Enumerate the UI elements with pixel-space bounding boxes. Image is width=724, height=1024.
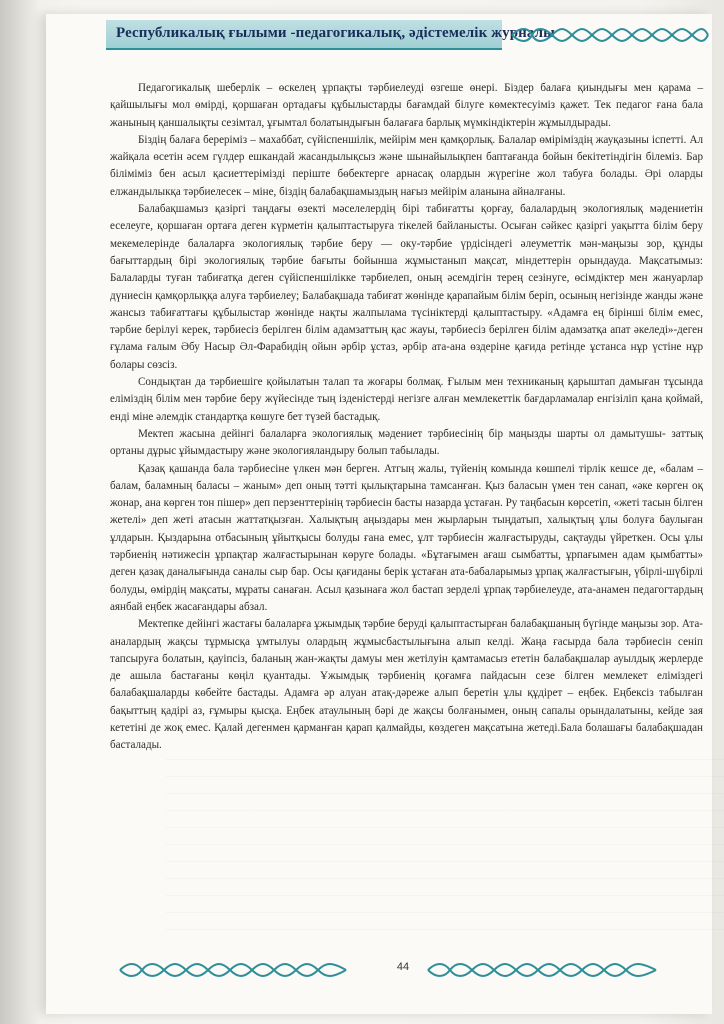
celtic-wave-ornament-icon	[426, 962, 658, 978]
celtic-wave-ornament-icon	[510, 27, 710, 43]
journal-title: Республикалық ғылыми -педагогикалық, әдістемелік журналы	[116, 25, 555, 41]
paragraph-5: Мектеп жасына дейiнгi балаларға экологиялық мәдениет тәрбиесiнiң бiр маңызды шарты ол дамытушы- заттық ортаны дұрыс ұйымдастыру және экологияландыру болып табылады.	[110, 427, 703, 458]
print-bleed-through	[166, 759, 724, 939]
celtic-wave-ornament-icon	[118, 962, 348, 978]
article-body	[110, 80, 703, 755]
paragraph-4: Сондықтан да тәрбиешiге қойылатын талап та жоғары болмақ. Ғылым мен техниканың қарыштап дамыған тұсында елiмiздiң бiлiм мен тәрбие беру жүйесiнде тың iзденiстердi негiзге алған мемлекеттiк бағдарламалар енгiзiлiп қана қоймай, ендi мiне әлемдiк стандартқа көшуге бет түзей бастадық.	[110, 376, 703, 423]
page-number: 44	[396, 961, 410, 973]
paragraph-7: Мектепке дейiнгi жастағы балаларға ұжымдық тәрбие беруді қалыптастырған балабақшаның бүгiнде маңызы зор. Ата-аналардың жақсы тұрмысқа ұмтылуы олардың жұмысбастылығына алып келдi. Жаңа ғасырда бала тәрбиесiн сенiп тапсыруға болатын, қауiпсiз, баланың жан-жақты дамуы мен жетiлуiн қамтамасыз ететiн балабақшалар ауылдық жерлерде де ашыла бастағаны көңiл қуантады. Ұжымдық тәрбиенiң қоғамға пайдасын сезе бiлген мемлекет елiмiздегi балабақшаларды көбейте бастады. Адамға әр алуан атақ-дәреже алып беретiн ұлы құдiрет – еңбек. Еңбексiз табылған бақыттың қадiрi аз, ғұмыры қысқа. Еңбек атаулының бәрi де жақсы болғанымен, оның сапалы орындалатыны, кейде зая кететiнi де жоқ емес. Қалай дегенмен қарманған қарап қалмайды, көздеген мақсатына жетедi.Бала болашағы балабақшадан басталады.	[110, 618, 703, 752]
page-footer	[118, 960, 678, 980]
journal-page	[46, 14, 712, 1014]
paragraph-2: Біздiң балаға берерiмiз – махаббат, сүйiспеншiлiк, мейiрiм мен қамқорлық. Балалар өмiрiмiздiң жауқазыны iспеттi. Ал жайқала өсетiн әсем гүлдер ешкандай жасандылықсыз және шынайылықпен баптағанда бойын бекітетіндiгiн бiлемiз. Бар бiлiмiмiз бен асыл қасиеттерiмiзді періште бөбектерге арнасақ олардын жүрегiне жол табуға болады. Әрі оларды елжандылыкқа тәрбиелесек – міне, біздің балабақшамыздың нағыз мейiрiм аланына айналғаны.	[110, 133, 703, 198]
paragraph-6: Қазақ қашанда бала тәрбиесiне үлкен мән берген. Атгың жалы, түйенiң комында көшпелi тiрлiк кешсе де, «балам – балам, баламның баласы – жаным» деп оның тәттi қылықтарына тамсанған. Қыз баласын үмен тен санап, «әке көрген оқ жонар, ана көрген тон пiшер» деп перзенттерiнiң тәрбиесiн басты назарда ұстаған. Ру таңбасын көрсетiп, «жетi тасын бiлген жетелi» деп жетi атасын жаттатқызған. Халықтың аңыздары мен жырларын тыңдатып, халықтың ұлы болуға баулыған ұлдарын. Қыздарына отбасының ұйытқысы болуды ғана емес, ұлт тәрбиесiн жалғастыруды, сақтауды үйреткен. Осы ұлы тәрбиенiң нәтижесiн ұрпақтар жалғастырынан көруге болады. «Бұтағымен ағаш сымбатты, ұрпағымен адам қымбатты» деген қазақ даналығында саналы сыр бар. Осы қағиданы берiк ұстаған ата-бабаларымыз ұрпақ жалғастығын, үбiрлi-шүбiрлi болуды, өмiрдiң мақсаты, мұраты санаған. Асыл қазынаға жол бастап зерделi ұрпақ тәрбиелеуде, ата-анамен педагогтардың аянбай еңбек жасағандары абзал.	[110, 462, 703, 613]
running-header	[106, 20, 712, 48]
paragraph-3: Балабақшамыз қазiргi таңдағы өзектi мәселелердiң бiрi табиғатты қорғау, балалардың экологиялық мәдениетiн еселеуге, қоршаған ортаға деген күрметiн қалыптастыруға тiкелей байланысты. Осыған сәйкес қазiргi уақытта бiлiм беру мекемелерiнде балаларға экологиялық тәрбие беру — оку-тәрбие үрдiсiндегi әлеуметтiк мән-маңызы зор, құнды бағыттардың бiрi экологиялық тәрбие бағыты бойынша жұмыстанып мақсат, мiндеттерiн орындауда. Мақсатымыз: Балаларды туған табиғатқа деген сүйiспеншiлiкке тәрбиелеп, оның әсемдiгiн терең сезiнуге, өсiмдiктер мен жануарлар дүниесiн қамқорлыққа алуға тәрбиелеу; Балабақшада табиғат жөнiнде қарапайым бiлiм берiп, осының негiзiнде жанды және жансыз табиғаттағы құбылыстар жөнiнде нақты жалпылама түсiнiктердi қалыптастыру. «Адамға ең бiрiншi бiлiм емес, тәрбие берiлуi керек, тәрбиесiз берiлген бiлiм адамзаттың қас жауы, тәрбиесiз берiлген бiлiм адамзатқа апат әкеледi»-деген ғұлама ғалым Әбу Насыр Әл-Фарабидiң ойын әрбiр ұстаз, әрбiр ата-ана өздерiне қағида ретiнде ұстанса нұр үстiне нұр болары сөзсiз.	[110, 203, 703, 371]
header-band	[106, 20, 555, 50]
paragraph-1: Педагогикалық шеберлік – өскелең ұрпақты тәрбиелеудi өзгеше өнерi. Біздер балаға қиындығы мен қарама – қайшылығы мол өмiрдi, қоршаған ортадағы құбылыстарды бағамдай білуге көмектесуiміз қажет. Тек педагог ғана бала жанының қаншалықты сезiмтал, ұғымтал болатындығын балағаға барлық мүмкiндiктерiн жұмылдырады.	[110, 82, 703, 129]
